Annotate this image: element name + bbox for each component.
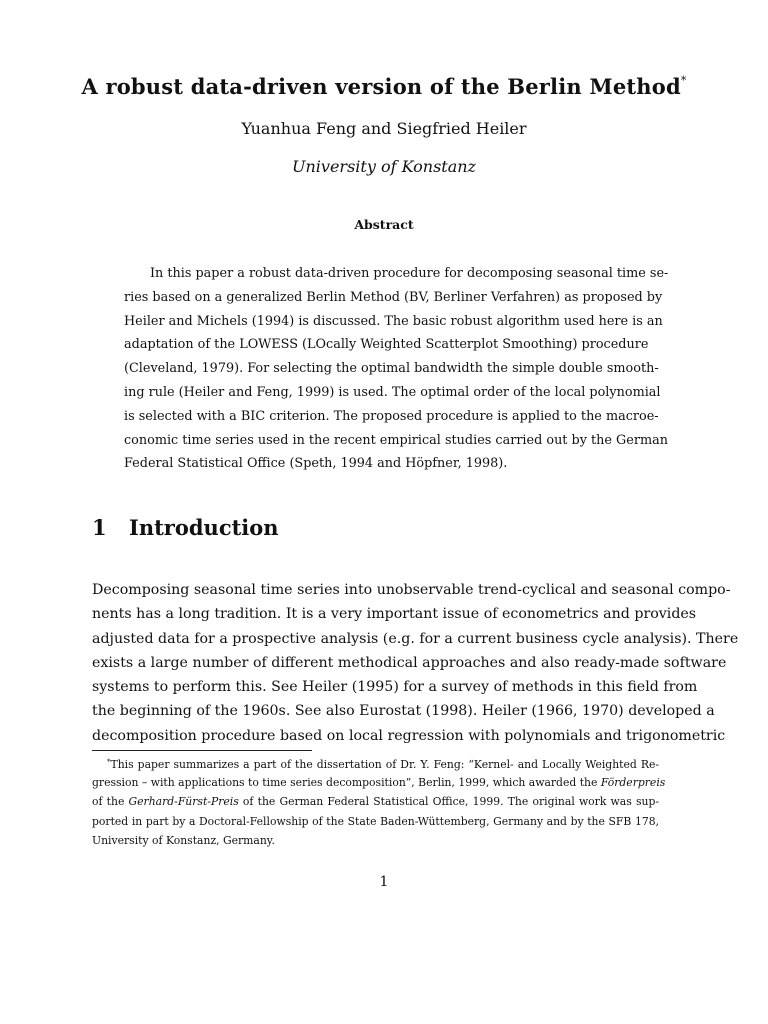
abstract-line: conomic time series used in the recent empirical studies carried out by the German [124, 432, 668, 448]
paper-title [0, 74, 768, 99]
title-footnote-mark: * [680, 74, 687, 87]
abstract-line: ries based on a generalized Berlin Method (BV, Berliner Verfahren) as proposed by [124, 289, 663, 305]
body-line: the beginning of the 1960s. See also Eurostat (1998). Heiler (1966, 1970) developed a [92, 703, 715, 720]
paper-title-text: A robust data-driven version of the Berlin Method [81, 74, 681, 99]
footnote-line: ported in part by a Doctoral-Fellowship of the State Baden-Wüttemberg, Germany and by the SFB 178, [92, 814, 659, 828]
abstract-body [124, 262, 669, 476]
body-line: adjusted data for a prospective analysis (e.g. for a current business cycle analysis). There [92, 630, 739, 647]
footnote-emphasis: Gerhard-Fürst-Preis [128, 795, 239, 808]
abstract-line: Heiler and Michels (1994) is discussed. The basic robust algorithm used here is an [124, 313, 663, 329]
body-line: nents has a long tradition. It is a very important issue of econometrics and provides [92, 606, 697, 623]
page-number: 1 [379, 874, 389, 890]
abstract-line: ing rule (Heiler and Feng, 1999) is used. The optimal order of the local polynomial [124, 384, 661, 400]
abstract-line: Federal Statistical Office (Speth, 1994 and Höpfner, 1998). [124, 456, 508, 472]
body-line: exists a large number of different methodical approaches and also ready-made software [92, 654, 727, 671]
footnote-text: of the [92, 795, 129, 808]
body-line: systems to perform this. See Heiler (1995) for a survey of methods in this field from [92, 679, 698, 696]
footnote [92, 753, 666, 851]
abstract-heading: Abstract [354, 217, 414, 232]
footnote-divider [92, 750, 312, 751]
abstract-line: adaptation of the LOWESS (LOcally Weighted Scatterplot Smoothing) procedure [124, 337, 649, 353]
introduction-text [92, 578, 739, 748]
footnote-text: This paper summarizes a part of the dissertation of Dr. Y. Feng: “Kernel- and Locally Weighted Re- [110, 758, 659, 771]
paper-authors: Yuanhua Feng and Siegfried Heiler [241, 119, 527, 138]
footnote-line [92, 753, 659, 773]
paper-affiliation: University of Konstanz [292, 157, 476, 176]
body-line: decomposition procedure based on local regression with polynomials and trigonometric [92, 727, 726, 744]
body-line: Decomposing seasonal time series into unobservable trend-cyclical and seasonal compo- [92, 582, 731, 598]
footnote-line [92, 773, 666, 793]
footnote-text: of the German Federal Statistical Office, 1999. The original work was sup- [238, 795, 660, 808]
section-number: 1 [92, 515, 107, 540]
footnote-emphasis: Förderpreis [600, 775, 666, 789]
abstract-line: (Cleveland, 1979). For selecting the optimal bandwidth the simple double smooth- [124, 361, 659, 377]
section-title: Introduction [129, 515, 279, 540]
footnote-line [92, 792, 659, 812]
footnote-line: University of Konstanz, Germany. [92, 834, 275, 847]
abstract-line: In this paper a robust data-driven procedure for decomposing seasonal time se- [150, 266, 669, 281]
abstract-line: is selected with a BIC criterion. The proposed procedure is applied to the macroe- [124, 408, 659, 424]
section-heading [92, 515, 279, 540]
footnote-mark: * [107, 758, 111, 766]
footnote-text: gression – with applications to time series decomposition”, Berlin, 1999, which awarded the [92, 775, 601, 789]
